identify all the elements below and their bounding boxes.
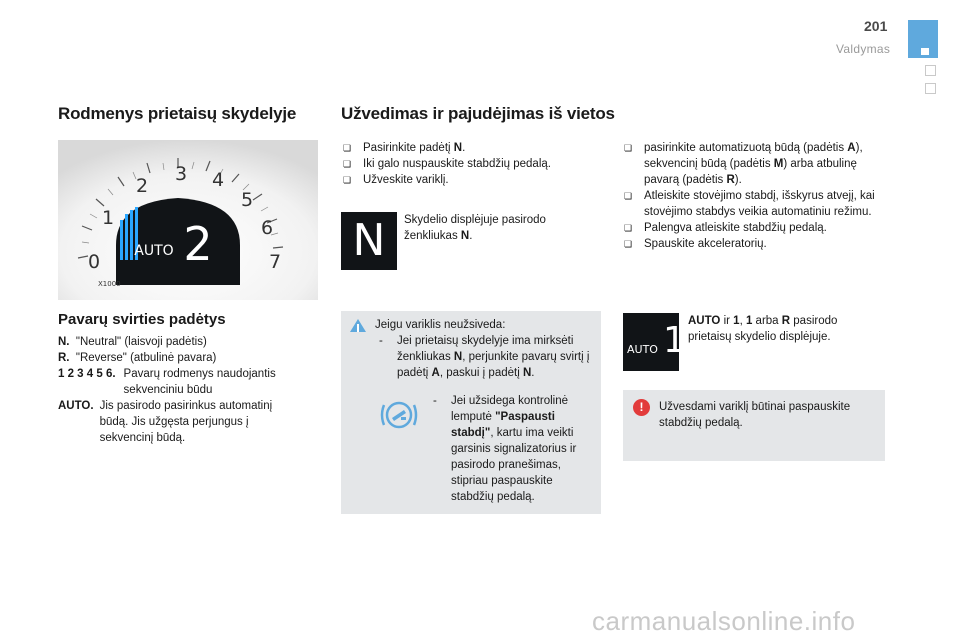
- list-item: ❏ Palengva atleiskite stabdžių pedalą.: [624, 222, 827, 234]
- list-item: - Jei užsidega kontrolinė lemputė "Paspausti stabdį", kartu ima veikti garsinis signalizatorius ir pasirodo pranešimas, stipriau paspauskite stabdžių pedalą.: [433, 395, 577, 503]
- dial-number: 2: [135, 175, 149, 197]
- start-steps-list: [341, 140, 601, 188]
- warning-box: [623, 390, 885, 461]
- list-item: ❏ pasirinkite automatizuotą būdą (padėtis A), sekvencinį būdą (padėtis M) arba atbulinę pavarą (padėtis R).: [624, 142, 863, 186]
- chapter-tab-active[interactable]: [908, 20, 938, 58]
- subsection-title: Pavarų svirties padėtys: [58, 311, 226, 328]
- dial-number: 4: [211, 169, 225, 191]
- checkbox-bullet-icon: ❏: [343, 175, 352, 185]
- display-description: Skydelio displėjuje pasirodo ženkliukas N.: [404, 214, 546, 242]
- section-title: Rodmenys prietaisų skydelyje: [58, 104, 297, 123]
- info-box: [341, 311, 601, 514]
- dial-number: 6: [260, 217, 274, 239]
- display-neutral-image: [341, 212, 397, 270]
- checkbox-bullet-icon: ❏: [343, 159, 352, 169]
- warning-text: Užvesdami variklį būtinai paspauskite stabdžių pedalą.: [659, 401, 851, 429]
- dial-scale-label: X1000: [98, 280, 121, 288]
- list-item: ❏ Spauskite akceleratorių.: [624, 238, 767, 250]
- display-gear-letter: N: [352, 215, 386, 266]
- warning-exclamation-icon: !: [633, 399, 650, 416]
- instrument-dial-image: [58, 140, 318, 300]
- dial-number: 5: [240, 189, 254, 211]
- checkbox-bullet-icon: ❏: [343, 143, 352, 153]
- display-mode-label: AUTO: [627, 343, 658, 356]
- list-item: AUTO. Jis pasirodo pasirinkus automatinį būdą. Jis užgęsta perjungus į sekvencinį būdą.: [58, 400, 273, 444]
- dial-number: 1: [101, 207, 115, 229]
- chapter-tab[interactable]: [925, 83, 936, 94]
- chapter-title: Valdymas: [836, 42, 891, 56]
- checkbox-bullet-icon: ❏: [624, 191, 633, 201]
- list-item: N. "Neutral" (laisvoji padėtis): [58, 336, 207, 348]
- checkbox-bullet-icon: ❏: [624, 239, 633, 249]
- section-title: Užvedimas ir pajudėjimas iš vietos: [341, 104, 615, 123]
- dial-number: 3: [174, 163, 188, 185]
- page-number: 201: [864, 18, 888, 34]
- list-item: ❏ Atleiskite stovėjimo stabdį, išskyrus atvejį, kai stovėjimo stabdys veikia automatiniu režimu.: [624, 190, 875, 218]
- dial-number: 0: [87, 251, 101, 273]
- tab-marker-icon: [921, 48, 929, 55]
- chapter-tab[interactable]: [925, 65, 936, 76]
- dial-mode-label: AUTO: [134, 243, 174, 259]
- dial-number: 7: [268, 251, 282, 273]
- list-item: ❏ Pasirinkite padėtį N.: [343, 142, 466, 154]
- list-item: ❏ Užveskite variklį.: [343, 174, 449, 186]
- dial-gear-label: 2: [183, 217, 213, 271]
- gear-positions-list: [58, 334, 308, 446]
- watermark: carmanualsonline.info: [592, 606, 856, 636]
- list-item: R. "Reverse" (atbulinė pavara): [58, 352, 217, 364]
- info-intro: Jeigu variklis neužsiveda:: [375, 319, 506, 331]
- display-auto-image: [623, 313, 686, 371]
- list-item: - Jei prietaisų skydelyje ima mirksėti ženkliukas N, perjunkite pavarų svirtį į padėtį A, paskui į padėtį N.: [379, 335, 590, 379]
- gear-select-steps-list: [622, 140, 884, 252]
- list-item: 1 2 3 4 5 6. Pavarų rodmenys naudojantis sekvenciniu būdu: [58, 368, 276, 396]
- checkbox-bullet-icon: ❏: [624, 223, 633, 233]
- display-description: AUTO ir 1, 1 arba R pasirodo prietaisų skydelio displėjuje.: [688, 315, 838, 343]
- list-item: ❏ Iki galo nuspauskite stabdžių pedalą.: [343, 158, 551, 170]
- display-gear-number: 1: [663, 320, 686, 361]
- checkbox-bullet-icon: ❏: [624, 143, 633, 153]
- brake-warning-lamp-icon: [379, 397, 419, 433]
